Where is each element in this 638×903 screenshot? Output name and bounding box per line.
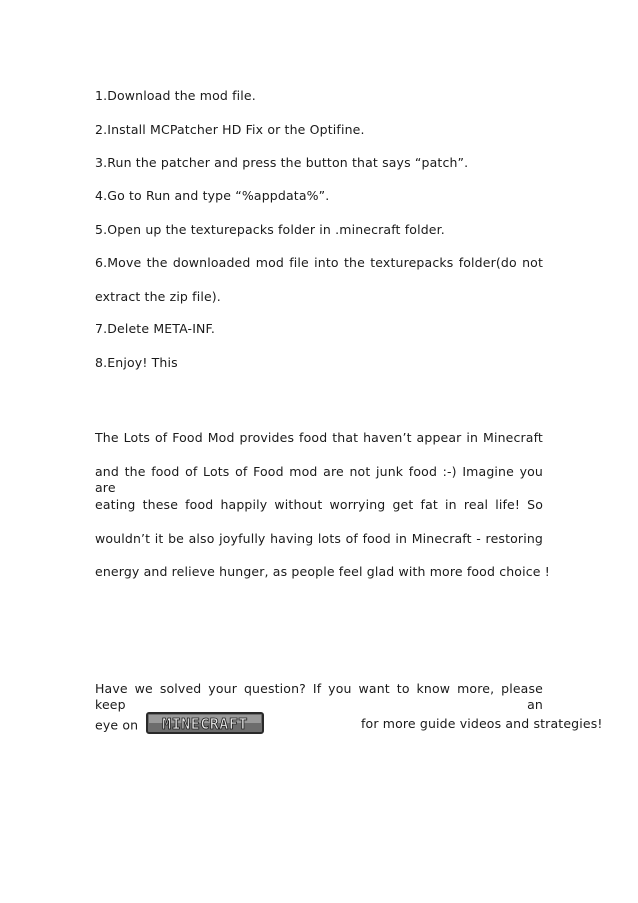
step-6-continued: extract the zip file).: [95, 289, 221, 304]
step-8: 8.Enjoy! This: [95, 355, 178, 370]
closing-line-1: Have we solved your question? If you want to know more, please keep an: [95, 681, 543, 712]
step-2: 2.Install MCPatcher HD Fix or the Optifine.: [95, 122, 365, 137]
step-5: 5.Open up the texturepacks folder in .minecraft folder.: [95, 222, 445, 237]
description-line-2: and the food of Lots of Food mod are not junk food :-) Imagine you are: [95, 464, 543, 495]
step-3: 3.Run the patcher and press the button that says “patch”.: [95, 155, 469, 170]
step-7: 7.Delete META-INF.: [95, 321, 215, 336]
minecraft-logo-graphic: [146, 710, 264, 736]
closing-eye-on: eye on: [95, 717, 139, 733]
step-6: 6.Move the downloaded mod file into the texturepacks folder(do not: [95, 255, 543, 270]
closing-after-logo: for more guide videos and strategies!: [361, 716, 603, 731]
closing-line-2: [95, 715, 603, 736]
description-line-3: eating these food happily without worrying get fat in real life! So: [95, 497, 543, 512]
minecraft-logo-text: MINECRAFT: [162, 715, 249, 733]
step-4: 4.Go to Run and type “%appdata%”.: [95, 188, 330, 203]
description-line-1: The Lots of Food Mod provides food that haven’t appear in Minecraft: [95, 430, 543, 445]
step-1: 1.Download the mod file.: [95, 88, 256, 103]
description-line-4: wouldn’t it be also joyfully having lots of food in Minecraft - restoring: [95, 531, 543, 546]
description-line-5: energy and relieve hunger, as people feel glad with more food choice !: [95, 564, 550, 579]
minecraft-logo[interactable]: [146, 710, 264, 736]
